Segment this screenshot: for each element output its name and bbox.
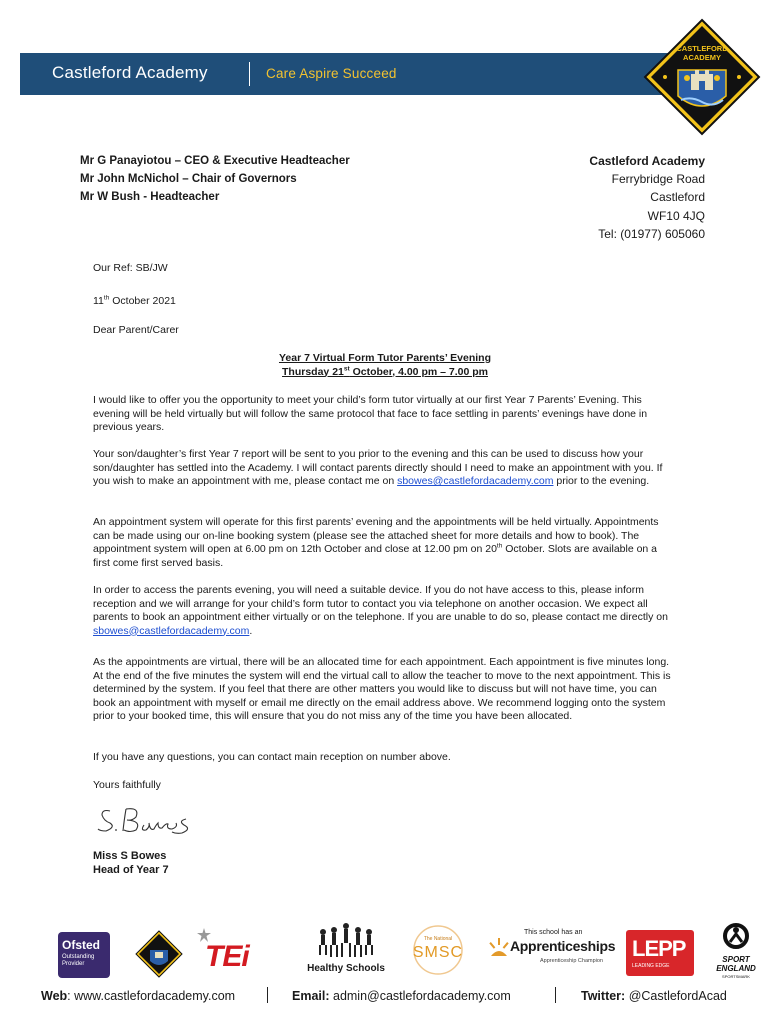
email-link-2[interactable]: sbowes@castlefordacademy.com bbox=[93, 624, 250, 637]
footer-email bbox=[292, 989, 511, 1003]
tei-logo bbox=[197, 926, 272, 974]
apprenticeships-top: This school has an bbox=[524, 929, 583, 936]
crest-text-bottom: ACADEMY bbox=[683, 53, 721, 62]
signature-image bbox=[96, 803, 206, 839]
sport-england-logo bbox=[706, 922, 766, 978]
paragraph-4-text: In order to access the parents evening, you will need a suitable device. If you do not have access to this, please inform reception and we will arrange for your child’s form tutor to contact you via telephone on another occasion. We expect all parents to book an appointment either virtually or on the telephone. If you are unable to do so, please contact me directly on bbox=[93, 584, 668, 623]
academy-crest-logo bbox=[643, 18, 761, 136]
footer-web-value[interactable]: : www.castlefordacademy.com bbox=[67, 989, 236, 1003]
ofsted-title: Ofsted bbox=[62, 938, 101, 952]
paragraph-2-end: prior to the evening. bbox=[553, 475, 650, 487]
paragraph-6: If you have any questions, you can contact main reception on number above. bbox=[93, 751, 451, 763]
lepp-subtext: LEADING EDGE bbox=[632, 963, 670, 969]
footer-twitter bbox=[581, 989, 727, 1003]
apprenticeships-logo bbox=[488, 926, 614, 974]
address-line1: Ferrybridge Road bbox=[611, 172, 705, 187]
footer-web-label: Web bbox=[41, 989, 68, 1003]
letter-date bbox=[93, 295, 673, 309]
ofsted-sub2: Provider bbox=[62, 961, 85, 967]
subject-date-sup: st bbox=[343, 365, 350, 372]
salutation: Dear Parent/Carer bbox=[93, 324, 179, 336]
header-banner bbox=[20, 53, 708, 95]
letter-subject bbox=[0, 352, 770, 379]
paragraph-3-sup: th bbox=[496, 542, 503, 550]
paragraph-1: I would like to offer you the opportunity to meet your child’s form tutor virtually at our first Year 7 Parents’ Evening. This evening will be held virtually but will follow the same protocol that face to face settling in parents’ evenings have done in previous years. bbox=[93, 394, 648, 433]
paragraph-4-end: . bbox=[249, 624, 253, 637]
paragraph-2-text: Your son/daughter’s first Year 7 report will be sent to you prior to the evening and this can be used to discuss how your son/daughter has settled into the Academy. I will contact parents directly should I need to make an appointment with you. If you wish to make an appointment with me, please contact me on bbox=[93, 448, 663, 487]
footer-twitter-value[interactable]: @CastlefordAcad bbox=[625, 989, 727, 1003]
paragraph-4 bbox=[93, 584, 673, 638]
signer-role: Head of Year 7 bbox=[93, 864, 169, 876]
date-day: 11 bbox=[93, 295, 104, 307]
smsc-small-text: The National bbox=[423, 936, 453, 942]
apprenticeships-bottom: Apprenticeship Champion bbox=[540, 958, 603, 964]
address-telephone: Tel: (01977) 605060 bbox=[598, 226, 705, 241]
leader-headteacher: Mr W Bush - Headteacher bbox=[80, 191, 220, 203]
smsc-text: SMSC bbox=[412, 944, 464, 961]
leader-ceo: Mr G Panayiotou – CEO & Executive Headteacher bbox=[80, 155, 350, 167]
footer-twitter-label: Twitter: bbox=[581, 989, 626, 1003]
signer-block bbox=[93, 849, 169, 877]
smsc-logo bbox=[406, 924, 470, 976]
sport-england-figure-icon bbox=[706, 922, 766, 954]
crest-text-top: CASTLEFORD bbox=[676, 44, 728, 53]
ofsted-logo bbox=[58, 932, 110, 978]
apprenticeships-title: Apprenticeships bbox=[510, 938, 616, 954]
closing: Yours faithfully bbox=[93, 779, 161, 791]
ofsted-subtitle bbox=[62, 954, 94, 968]
school-name: Castleford Academy bbox=[52, 63, 208, 82]
leader-chair: Mr John McNichol – Chair of Governors bbox=[80, 173, 297, 185]
sport-england-subtext: SPORTSMARK bbox=[722, 974, 750, 979]
accreditation-logos bbox=[0, 918, 770, 980]
apprenticeships-sun-icon bbox=[488, 938, 510, 960]
address-line2: Castleford bbox=[650, 190, 705, 205]
lepp-logo bbox=[626, 930, 694, 976]
school-address bbox=[589, 152, 705, 243]
ofsted-sub1: Outstanding bbox=[62, 954, 95, 960]
address-postcode: WF10 4JQ bbox=[647, 208, 705, 223]
footer-email-label: Email: bbox=[292, 989, 330, 1003]
footer-web bbox=[41, 989, 235, 1003]
subject-line-2 bbox=[0, 366, 770, 380]
school-motto: Care Aspire Succeed bbox=[266, 66, 397, 81]
footer-divider-2 bbox=[555, 987, 556, 1003]
paragraph-3 bbox=[93, 516, 673, 570]
healthy-schools-label: Healthy Schools bbox=[307, 963, 385, 974]
healthy-schools-logo bbox=[298, 918, 394, 980]
paragraph-3-text: An appointment system will operate for this first parents’ evening and the appointments will be held virtually. Appointments can be made using our on-line booking system (please see the attached sheet for more details and how to book). The appointment system will open at 6.00 pm on 12th October and close at 12.00 pm on 20 bbox=[93, 516, 659, 555]
subject-date-b: October, 4.00 pm – 7.00 pm bbox=[349, 365, 488, 378]
sport-line2: ENGLAND bbox=[716, 964, 756, 973]
subject-line-1: Year 7 Virtual Form Tutor Parents’ Evening bbox=[278, 352, 491, 364]
sport-england-text bbox=[706, 955, 766, 973]
date-suffix: th bbox=[103, 294, 110, 302]
paragraph-5: As the appointments are virtual, there will be an allocated time for each appointment. Each appointment is five minutes long. At the end of the five minutes the system will end the virtual call to allow the teacher to move to the next appointment. This is determined by the system. If you feel that there are other matters you would like to discuss but will not have time, you can book an appointment with myself or email me directly on the email address above. We recommend logging onto the system prior to your booked time, this will ensure that you do not miss any of the time you have been allocated. bbox=[93, 656, 671, 722]
banner-divider bbox=[249, 62, 250, 86]
footer-divider-1 bbox=[267, 987, 268, 1003]
sport-line1: SPORT bbox=[722, 955, 750, 964]
paragraph-2 bbox=[93, 448, 673, 489]
healthy-schools-figures-icon bbox=[298, 918, 394, 962]
academy-small-crest-logo bbox=[135, 930, 183, 978]
reference: Our Ref: SB/JW bbox=[93, 262, 168, 274]
lepp-text: LEPP bbox=[632, 936, 686, 961]
tei-text: TEi bbox=[205, 940, 249, 973]
date-rest: October 2021 bbox=[109, 295, 176, 307]
footer bbox=[0, 987, 770, 1007]
signer-name: Miss S Bowes bbox=[93, 850, 167, 862]
address-name: Castleford Academy bbox=[589, 154, 705, 168]
footer-email-value[interactable]: admin@castlefordacademy.com bbox=[329, 989, 511, 1003]
leadership-list bbox=[80, 152, 350, 206]
subject-date-a: Thursday 21 bbox=[282, 365, 344, 378]
paragraph-3-end: October. Slots are available on a first come first served basis. bbox=[93, 543, 658, 569]
email-link-1[interactable]: sbowes@castlefordacademy.com bbox=[397, 475, 554, 487]
